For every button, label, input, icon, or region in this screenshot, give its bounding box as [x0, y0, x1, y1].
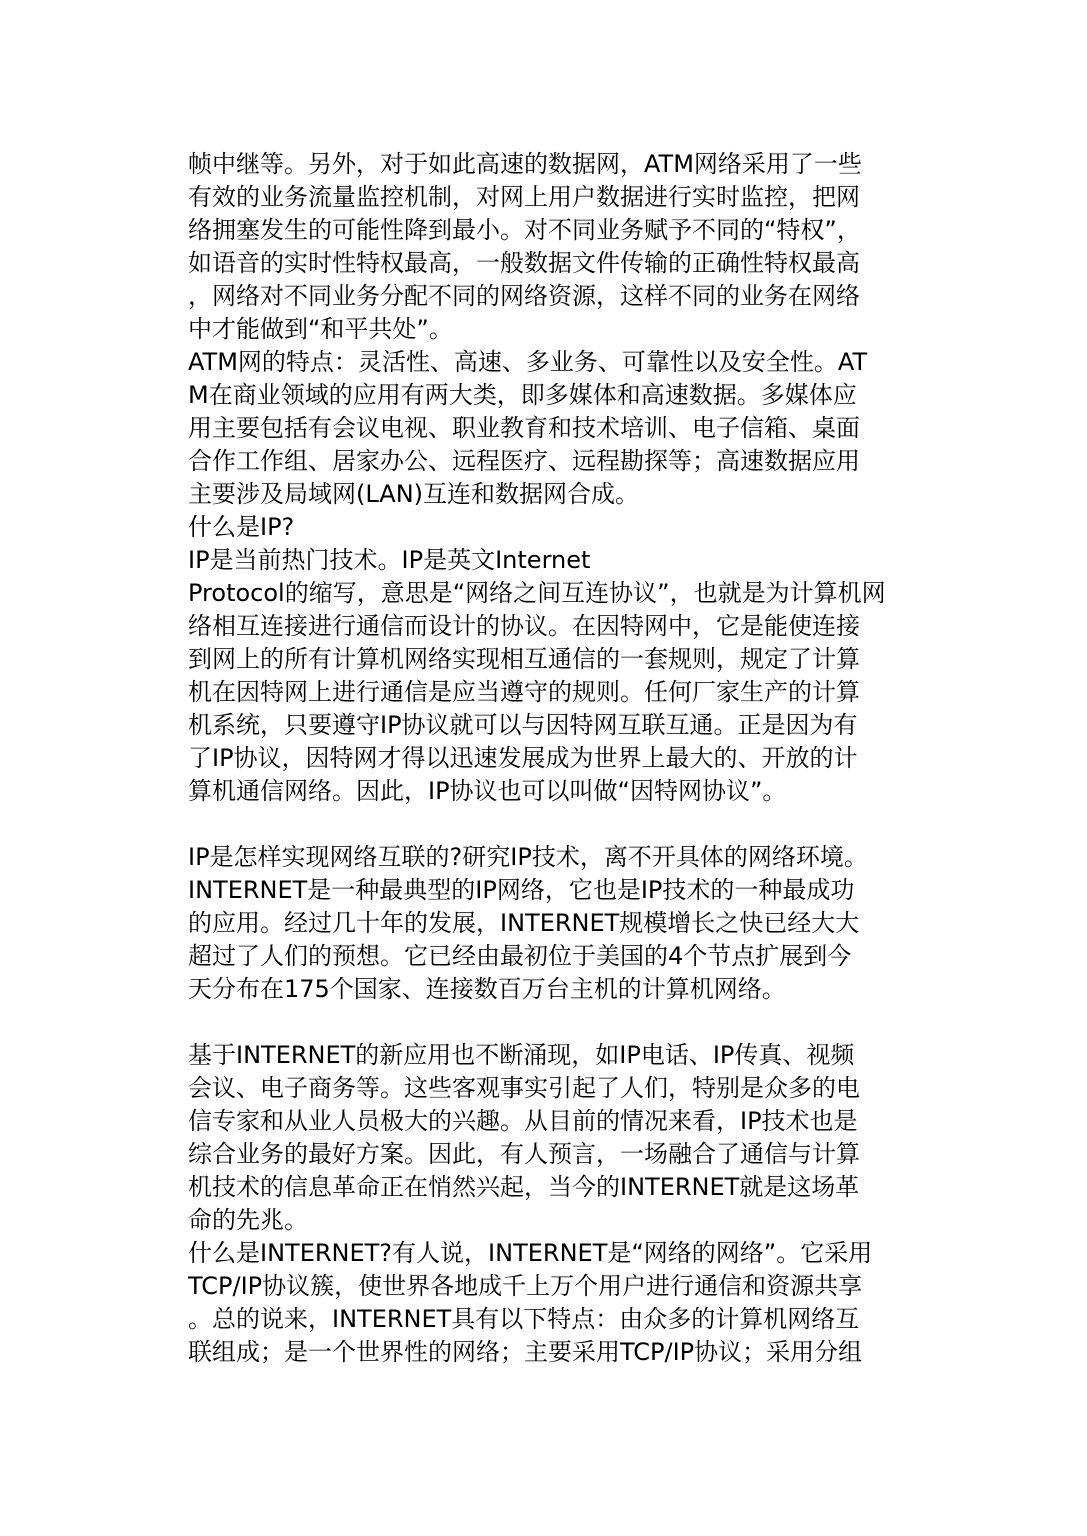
text-line: 了IP协议，因特网才得以迅速发展成为世界上最大的、开放的计 — [188, 744, 858, 772]
text-line: 命的先兆。 — [188, 1206, 308, 1234]
document-body — [188, 148, 908, 1369]
text-line: 会议、电子商务等。这些客观事实引起了人们，特别是众多的电 — [188, 1074, 860, 1102]
text-line: 机在因特网上进行通信是应当遵守的规则。任何厂家生产的计算 — [188, 678, 860, 706]
text-line: 什么是INTERNET?有人说，INTERNET是“网络的网络”。它采用 — [188, 1239, 873, 1267]
text-line: Protocol的缩写，意思是“网络之间互连协议”，也就是为计算机网 — [188, 579, 886, 607]
section-heading-ip: 什么是IP? — [188, 513, 295, 541]
text-line: IP是怎样实现网络互联的?研究IP技术，离不开具体的网络环境。 — [188, 843, 868, 871]
text-line: 帧中继等。另外，对于如此高速的数据网，ATM网络采用了一些 — [188, 150, 862, 178]
paragraph-gap — [188, 808, 908, 841]
text-line: 超过了人们的预想。它已经由最初位于美国的4个节点扩展到今 — [188, 942, 852, 970]
text-line: 机技术的信息革命正在悄然兴起，当今的INTERNET就是这场革 — [188, 1173, 860, 1201]
text-line: 基于INTERNET的新应用也不断涌现，如IP电话、IP传真、视频 — [188, 1041, 855, 1069]
text-line: 综合业务的最好方案。因此，有人预言，一场融合了通信与计算 — [188, 1140, 860, 1168]
text-line: 信专家和从业人员极大的兴趣。从目前的情况来看，IP技术也是 — [188, 1107, 858, 1135]
text-line: 算机通信网络。因此，IP协议也可以叫做“因特网协议”。 — [188, 777, 787, 805]
text-line: 络拥塞发生的可能性降到最小。对不同业务赋予不同的“特权”， — [188, 216, 861, 244]
text-line: 天分布在175个国家、连接数百万台主机的计算机网络。 — [188, 975, 786, 1003]
text-line: 到网上的所有计算机网络实现相互通信的一套规则，规定了计算 — [188, 645, 860, 673]
text-line: 中才能做到“和平共处”。 — [188, 315, 453, 343]
text-line: 用主要包括有会议电视、职业教育和技术培训、电子信箱、桌面 — [188, 414, 860, 442]
text-line: IP是当前热门技术。IP是英文Internet — [188, 546, 591, 574]
text-line: 主要涉及局域网(LAN)互连和数据网合成。 — [188, 480, 640, 508]
paragraph-gap — [188, 1006, 908, 1039]
text-line: 合作工作组、居家办公、远程医疗、远程勘探等；高速数据应用 — [188, 447, 860, 475]
text-line: 如语音的实时性特权最高，一般数据文件传输的正确性特权最高 — [188, 249, 860, 277]
text-line: 络相互连接进行通信而设计的协议。在因特网中，它是能使连接 — [188, 612, 860, 640]
text-line: 。总的说来，INTERNET具有以下特点：由众多的计算机网络互 — [188, 1305, 860, 1333]
text-line: 机系统，只要遵守IP协议就可以与因特网互联互通。正是因为有 — [188, 711, 858, 739]
text-line: ATM网的特点：灵活性、高速、多业务、可靠性以及安全性。AT — [188, 348, 868, 376]
text-line: INTERNET是一种最典型的IP网络，它也是IP技术的一种最成功 — [188, 876, 855, 904]
text-line: M在商业领域的应用有两大类，即多媒体和高速数据。多媒体应 — [188, 381, 857, 409]
text-line: ，网络对不同业务分配不同的网络资源，这样不同的业务在网络 — [188, 282, 860, 310]
text-line: 联组成；是一个世界性的网络；主要采用TCP/IP协议；采用分组 — [188, 1338, 863, 1366]
text-line: 的应用。经过几十年的发展，INTERNET规模增长之快已经大大 — [188, 909, 860, 937]
text-line: TCP/IP协议簇，使世界各地成千上万个用户进行通信和资源共享 — [188, 1272, 863, 1300]
text-line: 有效的业务流量监控机制，对网上用户数据进行实时监控，把网 — [188, 183, 860, 211]
